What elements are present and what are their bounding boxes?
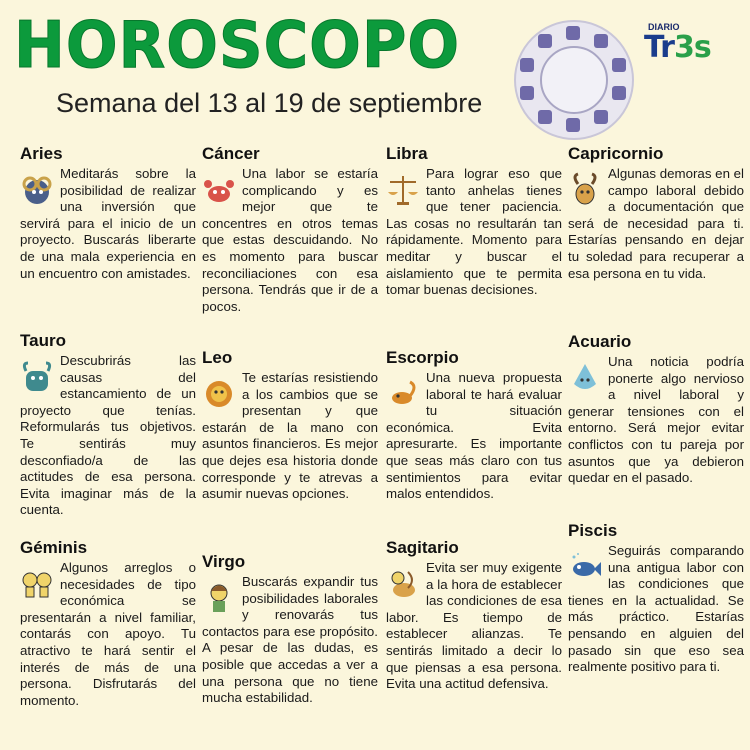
- logo-main-b: 3s: [673, 30, 711, 65]
- zodiac-wheel-center: [540, 46, 608, 114]
- sign-text: Una labor se estaría complicando y es mejor que te concentres en otros temas que estas descuidando. No es momento para buscar reconciliaciones con esa persona. Tendrás que ir de a pocos.: [202, 166, 378, 314]
- sign-escorpio: [386, 348, 562, 503]
- ram-icon: [20, 172, 54, 208]
- sign-text: Te estarías resistiendo a los cambios que se presentan y que estarán de la mano con asuntos financieros. Es mejor que dejes esa historia donde corresponde y te atrevas a asumir nuevas opciones.: [202, 370, 378, 502]
- sign-aries: [20, 144, 196, 282]
- sign-name: Capricornio: [568, 144, 664, 163]
- goat-icon: [568, 172, 602, 208]
- sign-virgo: [202, 552, 378, 707]
- zodiac-symbol-icon: [538, 34, 552, 48]
- zodiac-symbol-icon: [612, 86, 626, 100]
- sign-name: Piscis: [568, 521, 618, 540]
- scales-icon: [386, 172, 420, 208]
- fish-icon: [568, 549, 602, 585]
- logo-main-text: [644, 30, 711, 65]
- zodiac-wheel-icon: [514, 20, 634, 140]
- page-subtitle: Semana del 13 al 19 de septiembre: [56, 88, 483, 118]
- maiden-icon: [202, 580, 236, 616]
- bull-icon: [20, 359, 54, 395]
- sign-name: Escorpio: [386, 348, 459, 367]
- sign-name: Leo: [202, 348, 233, 367]
- logo-main-a: Tr: [644, 30, 674, 65]
- water-bearer-icon: [568, 360, 602, 396]
- zodiac-symbol-icon: [520, 58, 534, 72]
- sign-text: Meditarás sobre la posibilidad de realizar una inversión que servirá para el inicio de un proyecto. Buscarás liberarte de una mala experiencia en un encuentro con amistades.: [20, 166, 196, 281]
- sign-sagitario: [386, 538, 562, 693]
- sign-text: Evita ser muy exigente a la hora de establecer las condiciones de esa labor. Es tiempo de establecer alianzas. Te sentirás limitado a decir lo que piensas a esa persona. Evita una actitud defensiva.: [386, 560, 562, 692]
- page-title: HOROSCOPO: [14, 9, 460, 83]
- sign-name: Tauro: [20, 331, 66, 350]
- logo-top-text: DIARIO: [648, 22, 680, 32]
- sign-name: Acuario: [568, 332, 632, 351]
- sign-name: Aries: [20, 144, 63, 163]
- crab-icon: [202, 172, 236, 208]
- sign-tauro: [20, 331, 196, 519]
- sign-name: Cáncer: [202, 144, 260, 163]
- diario-tres-logo: [644, 22, 728, 74]
- sign-cancer: [202, 144, 378, 315]
- sign-libra: [386, 144, 562, 299]
- sign-text: Algunos arreglos o necesidades de tipo económica se presentarán a nivel familiar, contarás con apoyo. Tu atractivo te hará sentir el interés de más de una persona. Disfrutarás del momento.: [20, 560, 196, 708]
- scorpion-icon: [386, 376, 420, 412]
- sign-name: Sagitario: [386, 538, 459, 557]
- sign-name: Géminis: [20, 538, 88, 557]
- sign-text: Una nueva propuesta laboral te hará evaluar tu situación económica. Evita apresurarte. Es importante que seas más claro con tus sentimientos para evitar malos entendidos.: [386, 370, 562, 502]
- zodiac-symbol-icon: [520, 86, 534, 100]
- sign-text: Seguirás comparando una antigua labor con las condiciones que tienes en la actualidad. Se más práctico. Estarías pensando en alguien del pasado sin que eso sea realmente positivo para ti.: [568, 543, 744, 675]
- sign-acuario: [568, 332, 744, 487]
- zodiac-symbol-icon: [612, 58, 626, 72]
- sign-leo: [202, 348, 378, 503]
- sign-name: Libra: [386, 144, 428, 163]
- zodiac-symbol-icon: [594, 110, 608, 124]
- sign-capricornio: [568, 144, 744, 282]
- sign-text: Descubrirás las causas del estancamiento de un proyecto que tenías. Reformularás tus objetivos. Te sentirás muy desconfiado/a de las actitudes de esa persona. Evita imaginar más de la cuenta.: [20, 353, 196, 518]
- zodiac-symbol-icon: [566, 26, 580, 40]
- sign-text: Una noticia podría ponerte algo nervioso a nivel laboral y generar tensiones con el entorno. Será mejor evitar conflictos con tu pareja por asuntos que ya debieron quedar en el pasado.: [568, 354, 744, 486]
- archer-icon: [386, 566, 420, 602]
- zodiac-symbol-icon: [566, 118, 580, 132]
- sign-text: Buscarás expandir tus posibilidades laborales y renovarás tus contactos para ese propósito. A pesar de las dudas, es posible que accedas a ver a una persona que no tiene mucha estabilidad.: [202, 574, 378, 706]
- lion-icon: [202, 376, 236, 412]
- twins-icon: [20, 566, 54, 602]
- sign-geminis: [20, 538, 196, 709]
- zodiac-symbol-icon: [538, 110, 552, 124]
- zodiac-symbol-icon: [594, 34, 608, 48]
- sign-piscis: [568, 521, 744, 676]
- sign-text: Para lograr eso que tanto anhelas tienes que tener paciencia. Las cosas no resultarán tan rápidamente. Momento para meditar y buscar el aislamiento que te permita tomar buenas decisiones.: [386, 166, 562, 298]
- sign-name: Virgo: [202, 552, 246, 571]
- sign-text: Algunas demoras en el campo laboral debido a documentación que será de necesidad para ti. Estarías pensando en dejar tu soledad para recuperar a esa persona en tu vida.: [568, 166, 745, 281]
